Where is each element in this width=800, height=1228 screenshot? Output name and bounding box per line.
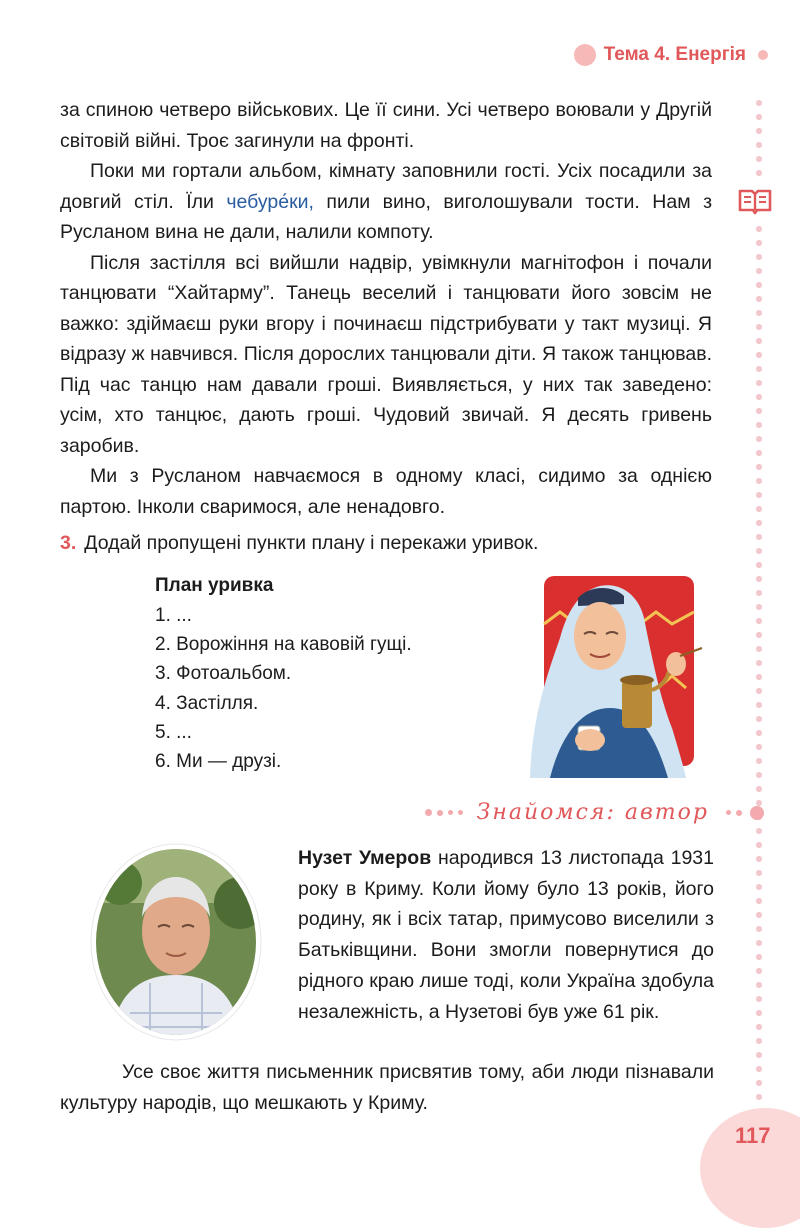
author-portrait: [90, 843, 262, 1041]
margin-dotted-line: [754, 96, 764, 1106]
story-paragraph: Після застілля всі вийшли надвір, увімкнули магнітофон і почали танцювати “Хайтарму”. Танець веселий і танцювати його зовсім не важко: здіймаєш руки вгору і починаєш підстрибувати у такт музиці. Я відразу ж навчився. Після дорослих танцювали діти. Я також танцював. Під час танцю нам давали гроші. Виявляється, у них так заведено: усім, хто танцює, дають гроші. Чудовий звичай. Я десять гривень заробив.: [60, 251, 712, 457]
task: [60, 528, 538, 558]
author-bio-continued: Усе своє життя письменник присвятив тому, аби люди пізнавали культуру народів, що мешкають у Криму.: [60, 1061, 714, 1114]
task-number: 3.: [60, 532, 77, 554]
story-paragraph: за спиною четверо військових. Це її сини. Усі четверо воювали у Другій світовій війні. Троє загинули на фронті.: [60, 99, 712, 152]
plan-item: 4. Застілля.: [155, 692, 259, 714]
decor-dot-icon: [437, 810, 443, 816]
author-section-title: Знайомся: автор: [476, 800, 709, 825]
plan-item: 2. Ворожіння на кавовій гущі.: [155, 634, 412, 656]
open-book-icon: [737, 186, 773, 216]
plan: [155, 571, 412, 776]
header-small-dot-icon: [758, 50, 768, 60]
plan-item: 6. Ми — друзі.: [155, 751, 282, 773]
story-paragraph: Поки ми гортали альбом, кімнату заповнили гості. Усіх посадили за довгий стіл. Їли чебуре́ки, пили вино, виголошували тости. Нам з Русланом вина не дали, налили компоту.: [60, 160, 713, 243]
plan-item: 1. ...: [155, 605, 192, 626]
decor-dot-icon: [458, 810, 463, 815]
decor-dot-icon: [750, 806, 764, 820]
grandmother-coffee-illustration: [520, 568, 720, 778]
header-dot-icon: [574, 44, 596, 66]
plan-title: План уривка: [155, 575, 274, 596]
plan-item: 3. Фотоальбом.: [155, 663, 292, 685]
decor-dot-icon: [425, 809, 432, 816]
glossary-word[interactable]: чебуре́ки,: [226, 190, 314, 213]
decor-dot-icon: [726, 810, 731, 815]
task-text: Додай пропущені пункти плану і перекажи уривок.: [84, 532, 539, 554]
page-number: 117: [735, 1123, 771, 1148]
author-name: Нузет Умеров: [298, 847, 432, 869]
author-bio: Нузет Умеров народився 13 листопада 1931 року в Криму. Коли йому було 13 років, його родину, як і всіх татар, примусово виселили з Батьківщини. Вони змогли повернутися до рідного краю лише тоді, коли Україна здобула незалежність, а Нузетові був уже 61 рік.: [298, 847, 714, 1023]
plan-list: [155, 601, 412, 776]
story-text: [60, 95, 712, 522]
decor-dot-icon: [736, 810, 742, 816]
topic-title: Тема 4. Енергія: [603, 44, 746, 65]
author-section-header: [420, 800, 764, 825]
story-paragraph: Ми з Русланом навчаємося в одному класі, сидимо за однією партою. Інколи сваримося, але ненадовго.: [60, 465, 712, 518]
plan-item: 5. ...: [155, 721, 192, 743]
decor-dot-icon: [448, 810, 453, 815]
topic-header: [574, 40, 768, 70]
